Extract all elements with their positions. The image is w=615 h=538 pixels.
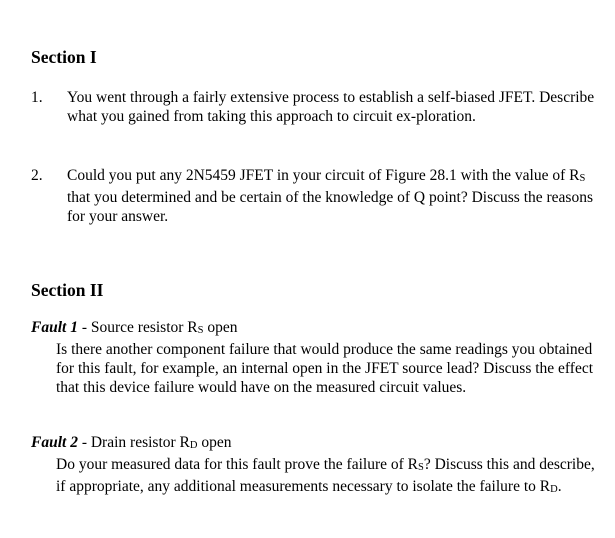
question-text: You went through a fairly extensive process to establish a self-biased JFET. Describe what you gained from taking this approach to circuit ex-ploration. xyxy=(67,89,595,125)
section-1-heading: Section I xyxy=(31,47,97,67)
fault-description: Do your measured data for this fault prove the failure of RS? Discuss this and describe, if appropriate, any additional measurements necessary to isolate the failure to RD. xyxy=(56,456,595,495)
question-1 xyxy=(31,88,601,126)
question-number: 1. xyxy=(31,89,43,106)
subscript: S xyxy=(197,325,204,336)
question-number: 2. xyxy=(31,167,43,184)
subscript: D xyxy=(189,440,198,451)
fault-1 xyxy=(31,318,606,397)
fault-title: Fault 2 - Drain resistor RD open xyxy=(31,434,232,451)
fault-title: Fault 1 - Source resistor RS open xyxy=(31,319,238,336)
question-text: Could you put any 2N5459 JFET in your circuit of Figure 28.1 with the value of RS that you determined and be certain of the knowledge of Q point? Discuss the reasons for your answer. xyxy=(67,167,593,225)
subscript: S xyxy=(417,462,424,473)
fault-2 xyxy=(31,433,606,499)
subscript: S xyxy=(579,173,586,184)
fault-label: Fault 1 xyxy=(31,319,78,336)
question-2 xyxy=(31,166,601,226)
fault-label: Fault 2 xyxy=(31,434,78,451)
section-2-heading: Section II xyxy=(31,280,104,300)
fault-description: Is there another component failure that would produce the same readings you obtained for this fault, for example, an internal open in the JFET source lead? Discuss the effect that this device failure would have on the measured circuit values. xyxy=(56,341,594,396)
subscript: D xyxy=(550,484,558,495)
